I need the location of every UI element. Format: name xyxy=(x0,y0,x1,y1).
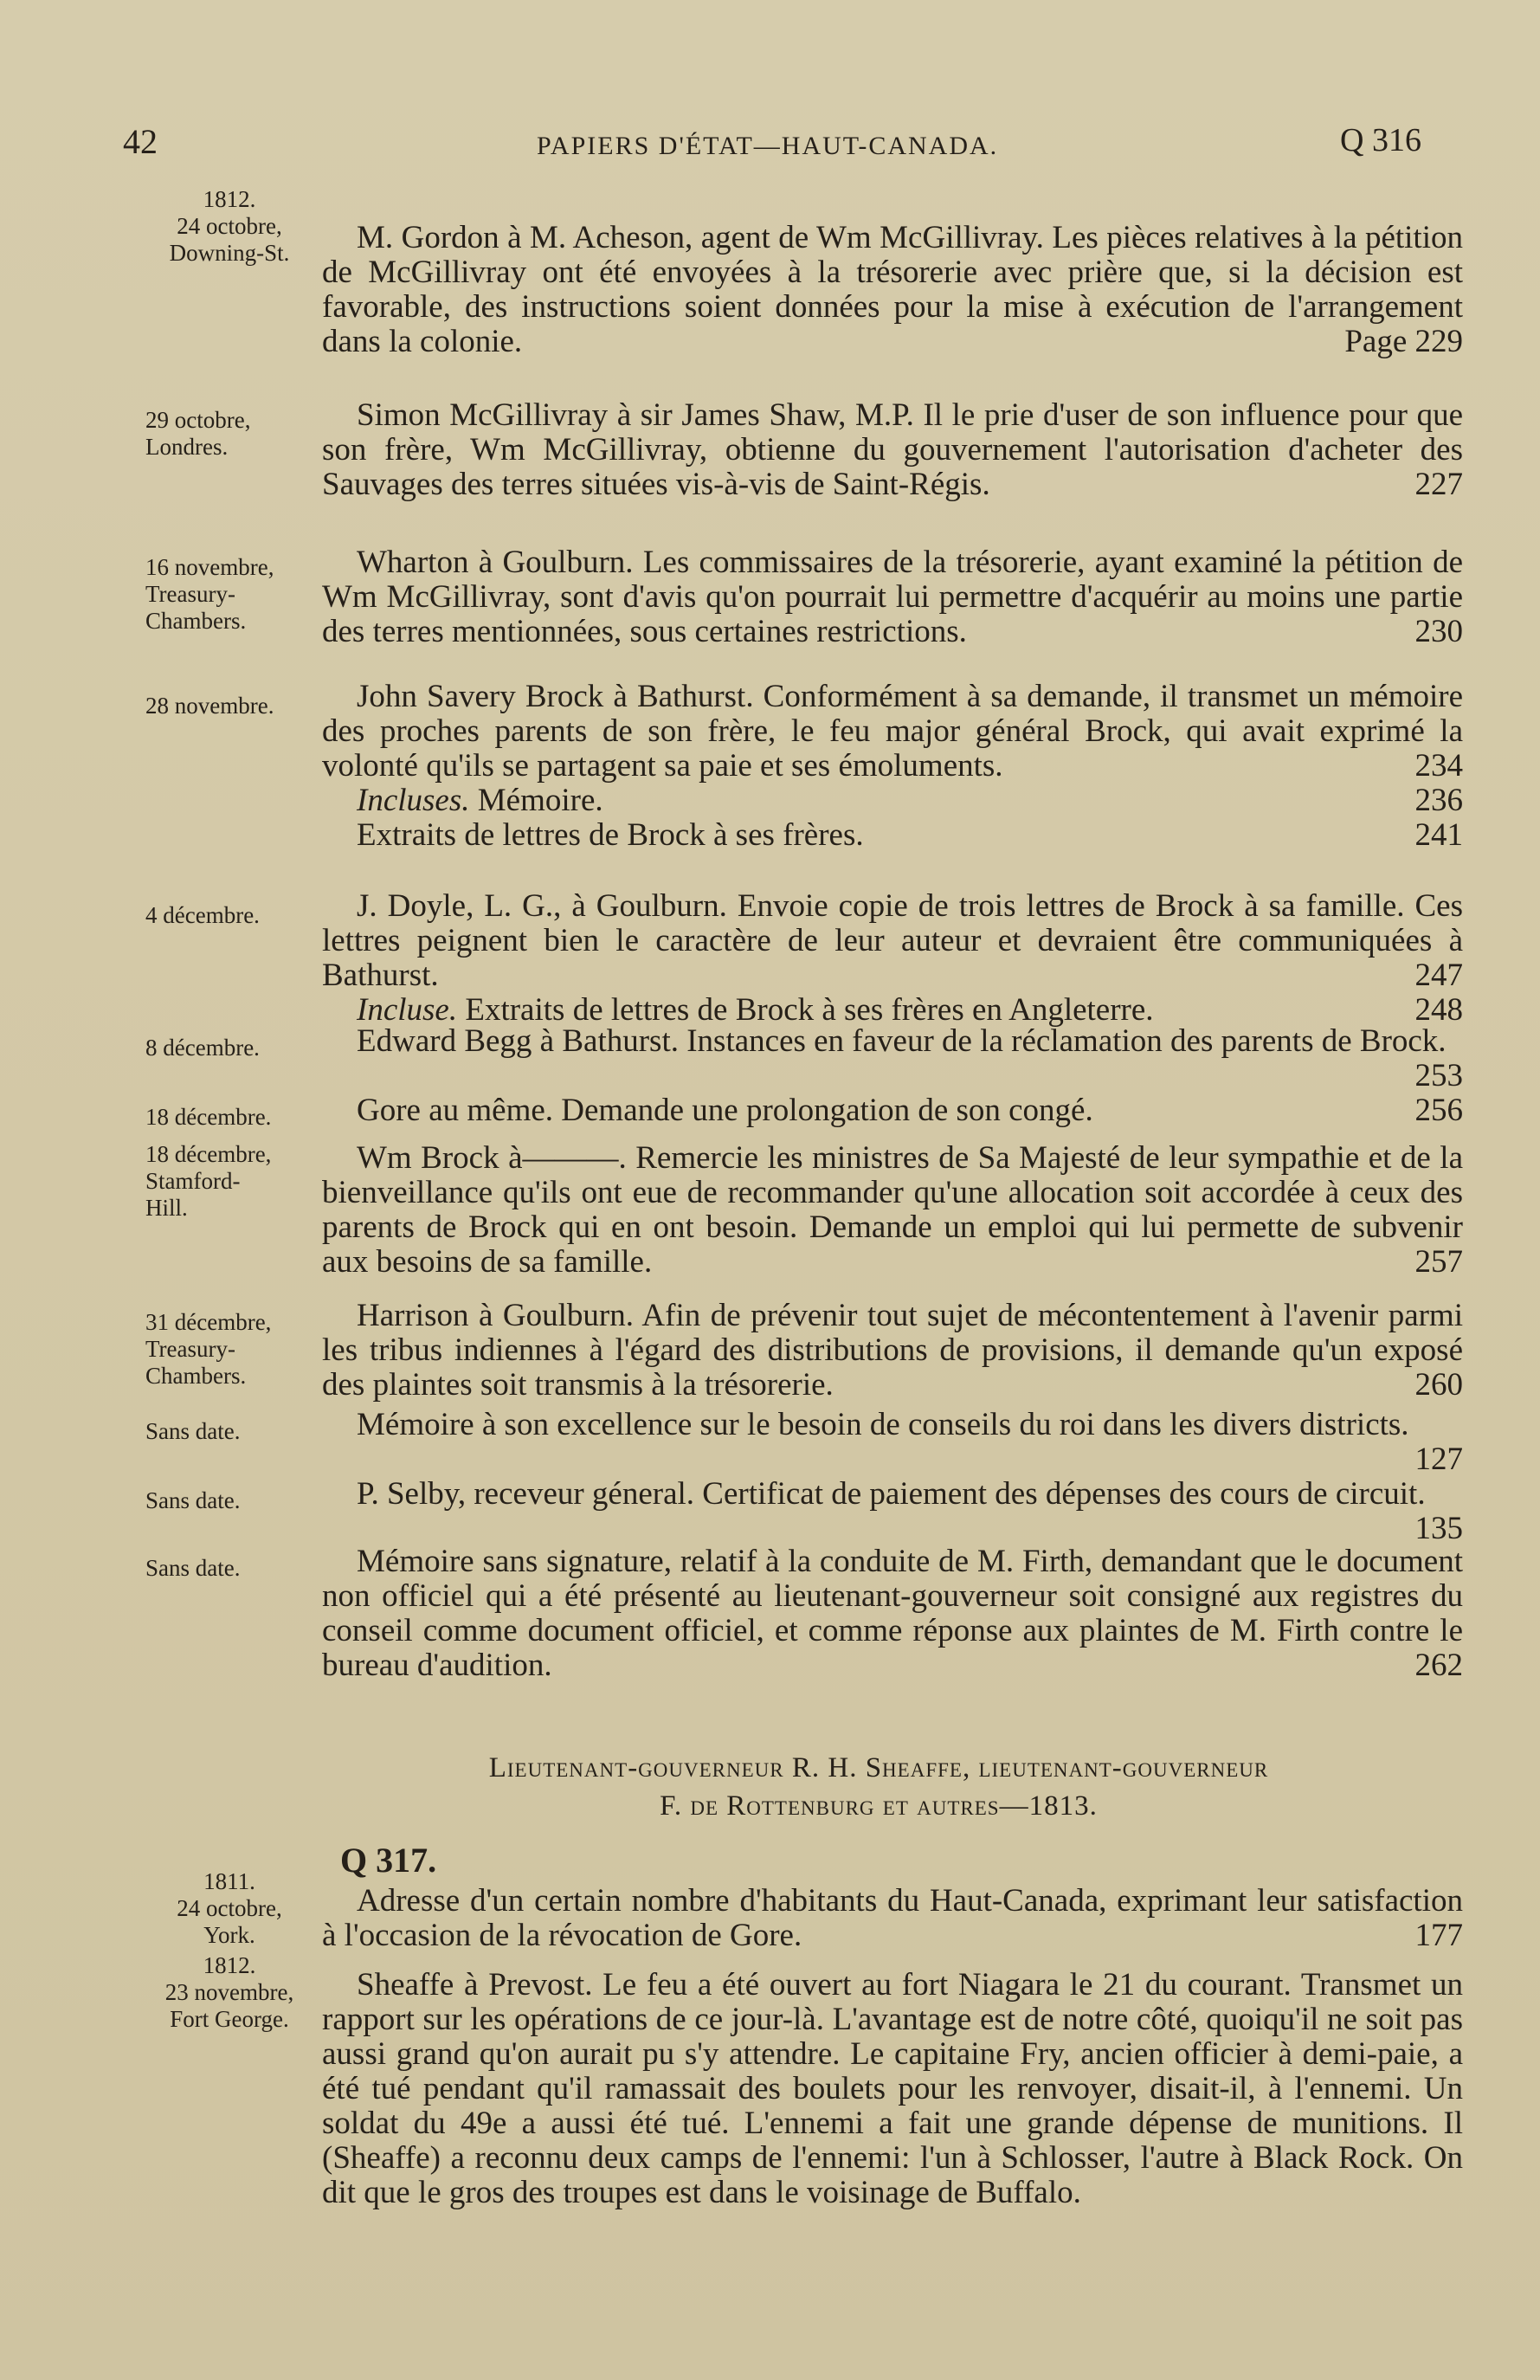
section-heading: Lieutenant-gouverneur R. H. Sheaffe, lieutenant-gouverneur F. de Rottenburg et autres—1813. xyxy=(488,1752,1269,1822)
page-number: 42 xyxy=(123,122,158,161)
entry-text: Gore au même. Demande une prolongation de son congé. 256 xyxy=(357,1093,1463,1128)
page-ref: 256 xyxy=(1414,1093,1463,1128)
entry-text: J. Doyle, L. G., à Goulburn. Envoie copie de trois lettres de Brock à sa famille. Ces lettres peignent bien le caractère de leur auteur et devraient être communiquées à Bathurst. 247 Incluse. Extraits de lettres de Brock à ses frères en Angleterre. 248 xyxy=(322,888,1463,1028)
page-ref: 227 xyxy=(1414,467,1463,502)
entry-date: 1812. 23 novembre, Fort George. xyxy=(164,1952,294,2032)
page-ref: 177 xyxy=(1414,1918,1463,1953)
page-ref: 260 xyxy=(1414,1367,1463,1403)
page-ref: 234 xyxy=(1414,748,1463,784)
entry-date: 18 décembre. xyxy=(145,1104,272,1130)
page-ref: 135 xyxy=(1414,1511,1463,1546)
page-ref: 230 xyxy=(1414,614,1463,649)
entry-date: Sans date. xyxy=(145,1487,241,1513)
page-ref: 253 xyxy=(1414,1058,1463,1093)
entry-date: 28 novembre. xyxy=(145,693,274,719)
entry-text: Simon McGillivray à sir James Shaw, M.P. Il le prie d'user de son influence pour que son frère, Wm McGillivray, obtienne du gouvernement l'autorisation d'acheter des Sauvages des terres situées vis-à-vis de Saint-Régis. 227 xyxy=(322,397,1463,502)
entry-date: Sans date. xyxy=(145,1555,241,1581)
enclosure-line: Incluse. Extraits de lettres de Brock à ses frères en Angleterre. 248 xyxy=(357,992,1463,1028)
entry-date: 1812. 24 octobre, Downing-St. xyxy=(169,186,290,266)
entry-date: 18 décembre, Stamford- Hill. xyxy=(145,1141,272,1221)
entry-text: Harrison à Goulburn. Afin de prévenir tout sujet de mécontentement à l'avenir parmi les tribus indiennes à l'égard des distributions de provisions, il demande qu'un exposé des plaintes soit transmis à la trésorerie. 260 xyxy=(322,1298,1463,1403)
page-ref: 241 xyxy=(1414,817,1463,853)
entry-text: John Savery Brock à Bathurst. Conformément à sa demande, il transmet un mémoire des proches parents de son frère, le feu major général Brock, qui avait exprimé la volonté qu'ils se partagent sa paie et ses émoluments. 234 Incluses. Mémoire. 236 Extraits de lettres de Brock à ses frères. 241 xyxy=(322,679,1463,853)
entry-date: Sans date. xyxy=(145,1418,241,1444)
page-ref: 248 xyxy=(1414,992,1463,1028)
entry-text: Mémoire à son excellence sur le besoin de conseils du roi dans les divers districts. 127 xyxy=(357,1407,1463,1477)
section-volume: Q 317. xyxy=(340,1841,437,1880)
page-ref: 127 xyxy=(1414,1442,1463,1477)
volume-reference: Q 316 xyxy=(1340,122,1421,158)
page-ref: 247 xyxy=(1414,958,1463,993)
page-ref: Page 229 xyxy=(1344,324,1463,359)
entry-text: Wharton à Goulburn. Les commissaires de la trésorerie, ayant examiné la pétition de Wm McGillivray, sont d'avis qu'on pourrait lui permettre d'acquérir au moins une partie des terres mentionnées, sous certaines restrictions. 230 xyxy=(322,545,1463,649)
entry-text: Edward Begg à Bathurst. Instances en faveur de la réclamation des parents de Brock. 253 xyxy=(357,1023,1463,1093)
entry-text: P. Selby, receveur géneral. Certificat de paiement des dépenses des cours de circuit. 135 xyxy=(357,1476,1463,1546)
enclosure-line: Incluses. Mémoire. 236 xyxy=(357,783,1463,818)
page-ref: 236 xyxy=(1414,783,1463,818)
entry-date: 8 décembre. xyxy=(145,1035,260,1061)
entry-date: 31 décembre, Treasury- Chambers. xyxy=(145,1309,272,1389)
entry-text: Sheaffe à Prevost. Le feu a été ouvert au fort Niagara le 21 du courant. Transmet un rapport sur les opérations de ce jour-là. L'avantage est de notre côté, quoiqu'il ne soit pas aussi grand qu'on aurait pu s'y attendre. Le capitaine Fry, ancien officier à demi-paie, a été tué pendant qu'il ramassait des boulets pour les renvoyer, disait-il, à l'ennemi. Un soldat du 49e a aussi été tué. L'ennemi a fait une grande dépense de munitions. Il (Sheaffe) a reconnu deux camps de l'ennemi: l'un à Schlosser, l'autre à Black Rock. On dit que le gros des troupes est dans le voisinage de Buffalo. xyxy=(322,1967,1463,2210)
entry-text: Adresse d'un certain nombre d'habitants du Haut-Canada, exprimant leur satisfaction à l'occasion de la révocation de Gore. 177 xyxy=(322,1883,1463,1953)
running-title: PAPIERS D'ÉTAT—HAUT-CANADA. xyxy=(537,132,999,160)
entry-text: Wm Brock à———. Remercie les ministres de Sa Majesté de leur sympathie et de la bienveillance qu'ils ont eue de recommander qu'une allocation soit accordée à ceux des parents de Brock qui en ont besoin. Demande un emploi qui lui permette de subvenir aux besoins de sa famille. 257 xyxy=(322,1140,1463,1280)
page-ref: 257 xyxy=(1414,1244,1463,1280)
page-ref: 262 xyxy=(1414,1648,1463,1683)
entry-date: 29 octobre, Londres. xyxy=(145,407,251,460)
entry-date: 1811. 24 octobre, York. xyxy=(177,1868,282,1948)
entry-date: 4 décembre. xyxy=(145,902,260,928)
enclosure-line: Extraits de lettres de Brock à ses frères. 241 xyxy=(357,817,1463,853)
entry-text: M. Gordon à M. Acheson, agent de Wm McGillivray. Les pièces relatives à la pétition de McGillivray ont été envoyées à la trésorerie avec prière que, si la décision est favorable, des instructions soient données pour la mise à exécution de l'arrangement dans la colonie. Page 229 xyxy=(322,220,1463,359)
entry-date: 16 novembre, Treasury- Chambers. xyxy=(145,554,274,634)
entry-text: Mémoire sans signature, relatif à la conduite de M. Firth, demandant que le document non officiel qui a été présenté au lieutenant-gouverneur soit consigné aux registres du conseil comme document officiel, et comme réponse aux plaintes de M. Firth contre le bureau d'audition. 262 xyxy=(322,1544,1463,1683)
